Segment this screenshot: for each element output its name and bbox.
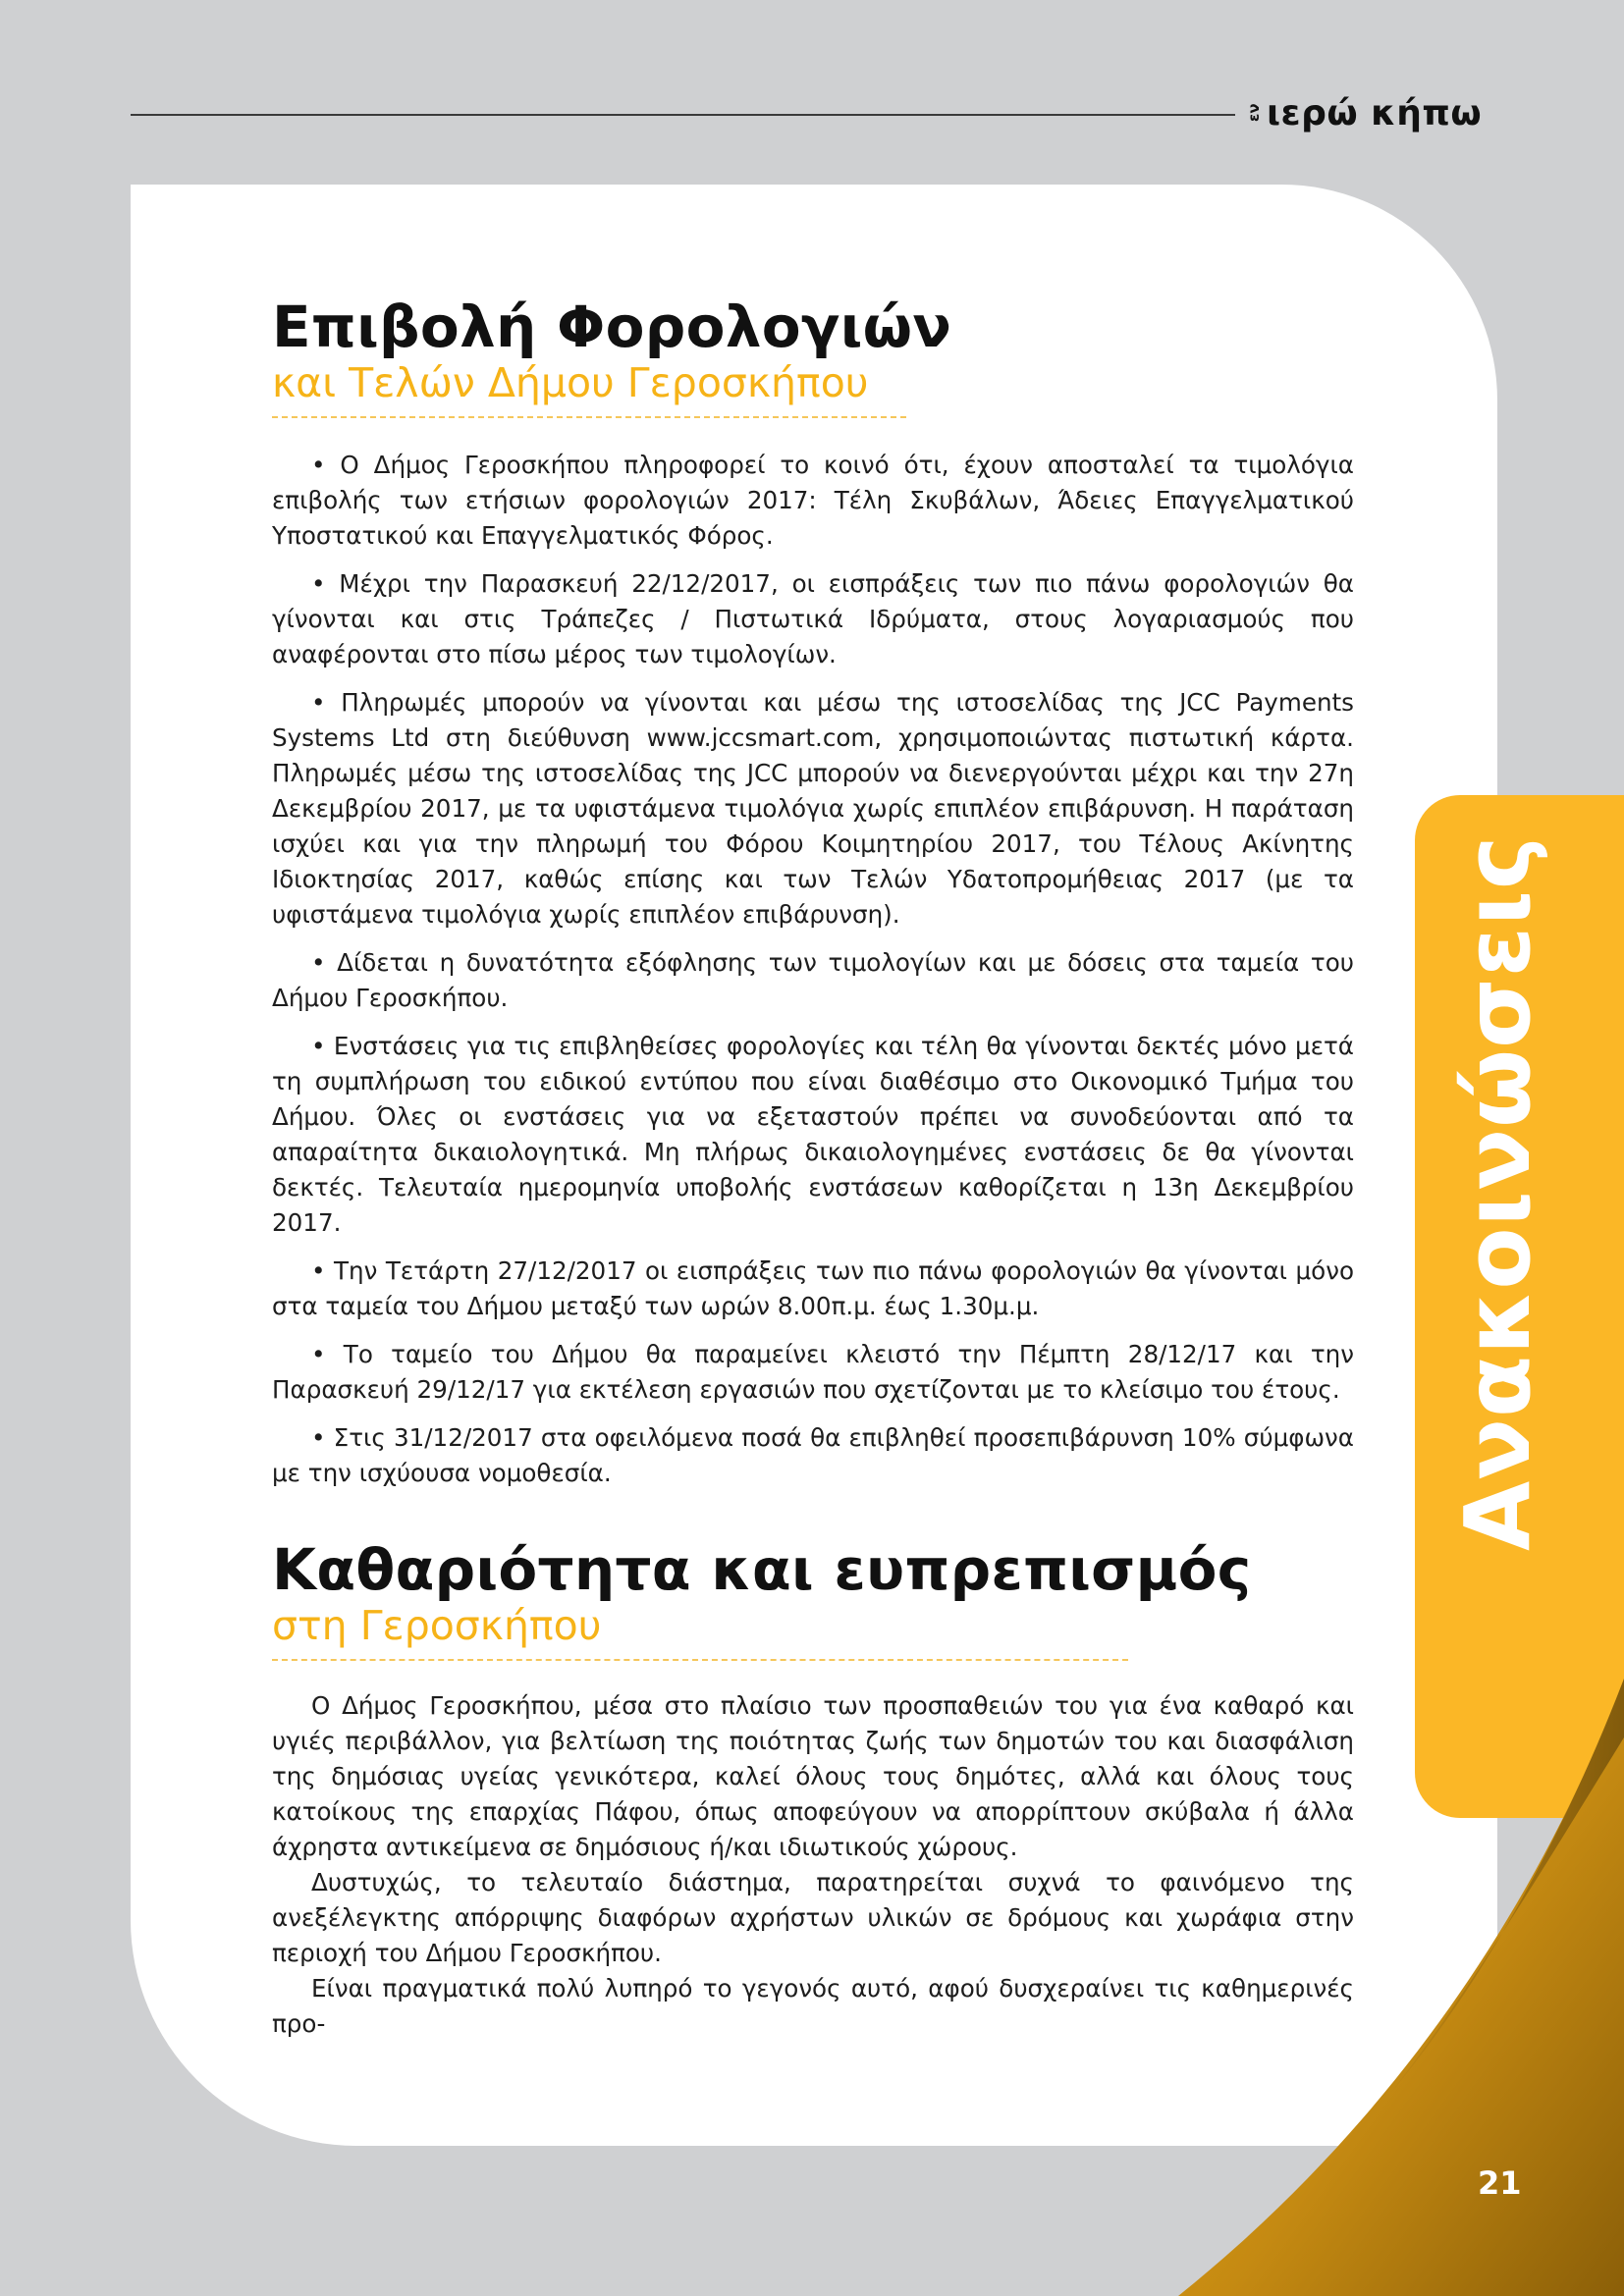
article-taxes bbox=[272, 294, 1354, 1504]
paragraph: Είναι πραγματικά πολύ λυπηρό το γεγονός αυτό, αφού δυσχεραίνει τις καθημερινές προ- bbox=[272, 1973, 1354, 2038]
article-body bbox=[272, 1688, 1354, 2042]
article-title: Επιβολή Φορολογιών bbox=[272, 294, 952, 360]
paragraph: Δυστυχώς, το τελευταίο διάστημα, παρατηρείται συχνά το φαινόμενο της ανεξέλεγκτης απόρριψης διαφόρων αχρήστων υλικών σε δρόμους και χωράφια στην περιοχή του Δήμου Γεροσκήπου. bbox=[272, 1867, 1354, 1967]
paragraph: • Πληρωμές μπορούν να γίνονται και μέσω της ιστοσελίδας της JCC Payments Systems Ltd στη διεύθυνση www.jccsmart.com, χρησιμοποιώντας πιστωτική κάρτα. Πληρωμές μέσω της ιστοσελίδας της JCC μπορούν να διενεργούνται μέχρι και την 27η Δεκεμβρίου 2017, με τα υφιστάμενα τιμολόγια χωρίς επιπλέον επιβάρυνση. Η παράταση ισχύει και για την πληρωμή του Φόρου Κοιμητηρίου 2017, του Τέλους Ακίνητης Ιδιοκτησίας 2017, καθώς επίσης και των Τελών Υδατοπρομήθειας 2017 (με τα υφιστάμενα τιμολόγια χωρίς επιπλέον επιβάρυνση). bbox=[272, 687, 1354, 929]
article-title: Καθαριότητα και ευπρεπισμός bbox=[272, 1536, 1252, 1603]
page-number: 21 bbox=[1478, 2164, 1522, 2202]
paragraph: • Ο Δήμος Γεροσκήπου πληροφορεί το κοινό ότι, έχουν αποσταλεί τα τιμολόγια επιβολής των ετήσιων φορολογιών 2017: Τέλη Σκυβάλων, Άδειες Επαγγελματικού Υποστατικού και Επαγγελματικός Φόρος. bbox=[272, 450, 1354, 550]
article-cleanliness bbox=[272, 1537, 1354, 2042]
article-body bbox=[272, 448, 1354, 1491]
side-tab-label: Ανακοινώσεις bbox=[1445, 834, 1550, 1551]
paragraph: Ο Δήμος Γεροσκήπου, μέσα στο πλαίσιο των προσπαθειών του για ένα καθαρό και υγιές περιβάλλον, για βελτίωση της ποιότητας ζωής των δημοτών του και διασφάλιση της δημόσιας υγείας γενικότερα, καλεί όλους τους δημότες, αλλά και όλους τους κατοίκους της επαρχίας Πάφου, όπως αποφεύγουν να απορρίπτουν σκύβαλα ή άλλα άχρηστα αντικείμενα σε δημόσιους ή/και ιδιωτικούς χώρους. bbox=[272, 1690, 1354, 1861]
masthead-name: ιερώ κήπω bbox=[1267, 92, 1483, 133]
article-subtitle: στη Γεροσκήπου bbox=[272, 1603, 1128, 1661]
paragraph: • Την Τετάρτη 27/12/2017 οι εισπράξεις των πιο πάνω φορολογιών θα γίνονται μόνο στα ταμεία του Δήμου μεταξύ των ωρών 8.00π.μ. έως 1.30μ.μ. bbox=[272, 1255, 1354, 1320]
header-rule bbox=[131, 114, 1235, 116]
paragraph: • Ενστάσεις για τις επιβληθείσες φορολογίες και τέλη θα γίνονται δεκτές μόνο μετά τη συμπλήρωση του ειδικού εντύπου που είναι διαθέσιμο στο Οικονομικό Τμήμα του Δήμου. Όλες οι ενστάσεις για να εξεταστούν πρέπει να συνοδεύονται από τα απαραίτητα δικαιολογητικά. Μη πλήρως δικαιολογημένες ενστάσεις δε θα γίνονται δεκτές. Τελευταία ημερομηνία υποβολής ενστάσεων καθορίζεται η 13η Δεκεμβρίου 2017. bbox=[272, 1031, 1354, 1237]
masthead bbox=[1245, 88, 1482, 137]
paragraph: • Μέχρι την Παρασκευή 22/12/2017, οι εισπράξεις των πιο πάνω φορολογιών θα γίνονται και στις Τράπεζες / Πιστωτικά Ιδρύματα, στους λογαριασμούς που αναφέρονται στο πίσω μέρος των τιμολογίων. bbox=[272, 568, 1354, 668]
article-subtitle: και Τελών Δήμου Γεροσκήπου bbox=[272, 360, 906, 418]
paragraph: • Δίδεται η δυνατότητα εξόφλησης των τιμολογίων και με δόσεις στα ταμεία του Δήμου Γεροσκήπου. bbox=[272, 947, 1354, 1012]
masthead-prefix: εν bbox=[1245, 103, 1263, 122]
paragraph: • Στις 31/12/2017 στα οφειλόμενα ποσά θα επιβληθεί προσεπιβάρυνση 10% σύμφωνα με την ισχύουσα νομοθεσία. bbox=[272, 1422, 1354, 1487]
paragraph: • Το ταμείο του Δήμου θα παραμείνει κλειστό την Πέμπτη 28/12/17 και την Παρασκευή 29/12/17 για εκτέλεση εργασιών που σχετίζονται με το κλείσιμο του έτους. bbox=[272, 1339, 1354, 1404]
